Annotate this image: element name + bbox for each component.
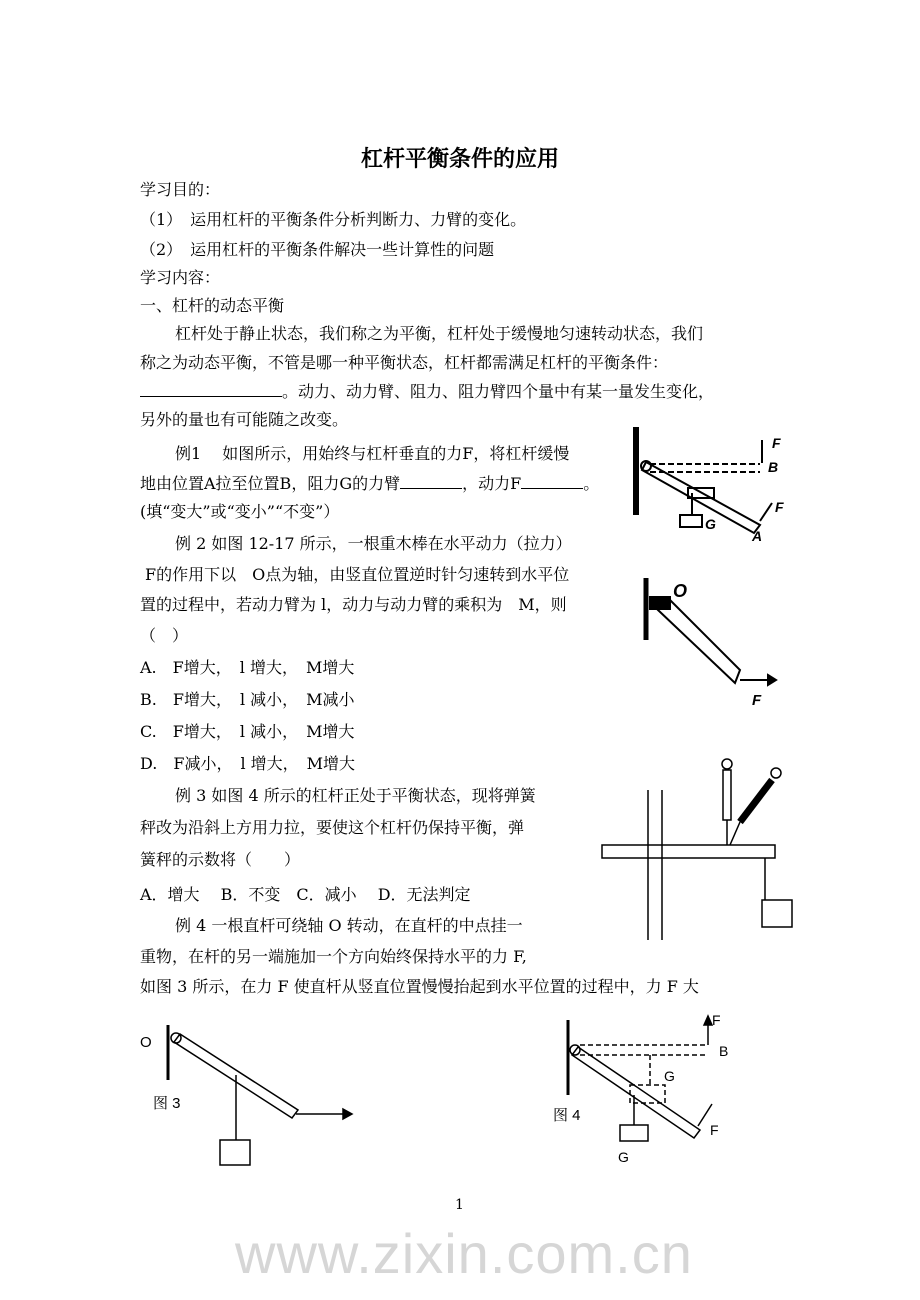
label-b: B xyxy=(768,459,779,475)
label-f: F xyxy=(710,1122,719,1138)
option-a: A. F增大， l 增大， M增大 xyxy=(140,658,355,677)
label-o: O xyxy=(140,1034,152,1051)
paragraph-line: 杠杆处于静止状态，我们称之为平衡，杠杆处于缓慢地匀速转动状态，我们 xyxy=(175,324,704,343)
example-1-line: 例1 如图所示，用始终与杠杆垂直的力F，将杠杆缓慢 xyxy=(175,444,570,463)
paragraph-line: 称之为动态平衡，不管是哪一种平衡状态，杠杆都需满足杠杆的平衡条件： xyxy=(140,353,669,372)
example-3-options: A．增大 B．不变 C．减小 D．无法判定 xyxy=(140,885,471,904)
example-3-line: 秤改为沿斜上方用力拉，要使这个杠杆仍保持平衡，弹 xyxy=(140,818,525,837)
label-g: G xyxy=(618,1149,629,1165)
label-f: F xyxy=(775,499,784,515)
example-4-line: 如图 3 所示，在力 F 使直杆从竖直位置慢慢抬起到水平位置的过程中，力 F 大 xyxy=(140,977,699,996)
label-b: B xyxy=(719,1043,729,1059)
label-g: G xyxy=(705,516,716,532)
text: ，动力F xyxy=(462,474,522,493)
label-f: F xyxy=(752,692,762,709)
example-3-line: 簧秤的示数将（ ） xyxy=(140,850,301,869)
example-2-line: 例 2 如图 12-17 所示，一根重木棒在水平动力（拉力） xyxy=(175,534,572,553)
section-1-heading: 一、杠杆的动态平衡 xyxy=(140,296,285,315)
example-1-line: (填“变大”或“变小”“不变”） xyxy=(140,502,340,521)
goal-1: （1） 运用杠杆的平衡条件分析判断力、力臂的变化。 xyxy=(140,210,527,229)
figure-4 xyxy=(568,1016,712,1141)
figure-example-1 xyxy=(636,427,772,533)
paragraph-text: 。动力、动力臂、阻力、阻力臂四个量中有某一量发生变化， xyxy=(282,382,715,401)
goal-2: （2） 运用杠杆的平衡条件解决一些计算性的问题 xyxy=(140,240,495,259)
example-4-line: 重物，在杆的另一端施加一个方向始终保持水平的力 F, xyxy=(140,947,527,966)
figure-4-caption: 图 4 xyxy=(553,1107,581,1124)
label-a: A xyxy=(752,528,763,544)
paragraph-line: 另外的量也有可能随之改变。 xyxy=(140,410,349,429)
page-number: 1 xyxy=(455,1197,464,1213)
option-b: B. F增大， l 减小， M减小 xyxy=(140,690,355,709)
goal-heading: 学习目的： xyxy=(140,180,221,199)
page-title: 杠杆平衡条件的应用 xyxy=(360,147,559,172)
label-o: O xyxy=(673,581,688,601)
figure-example-3 xyxy=(602,759,792,940)
content-heading: 学习内容： xyxy=(140,268,221,287)
label-f: F xyxy=(712,1012,721,1028)
watermark: www.zixin.com.cn xyxy=(235,1222,693,1285)
example-4-line: 例 4 一根直杆可绕轴 O 转动，在直杆的中点挂一 xyxy=(175,916,523,935)
option-d: D. F减小， l 增大， M增大 xyxy=(140,754,356,773)
text: 地由位置A拉至位置B，阻力G的力臂 xyxy=(140,474,401,493)
label-g: G xyxy=(664,1068,675,1084)
example-2-line: 置的过程中，若动力臂为 l，动力与动力臂的乘积为 M，则 xyxy=(140,595,567,614)
example-2-line: F的作用下以 O点为轴，由竖直位置逆时针匀速转到水平位 xyxy=(145,565,570,584)
figure-3-caption: 图 3 xyxy=(153,1095,181,1112)
label-f: F xyxy=(772,435,781,451)
example-3-line: 例 3 如图 4 所示的杠杆正处于平衡状态，现将弹簧 xyxy=(175,786,536,805)
example-2-line: （ ） xyxy=(140,626,189,645)
text: 。 xyxy=(583,474,600,493)
figure-3 xyxy=(168,1025,352,1165)
figure-example-2 xyxy=(646,578,776,685)
option-c: C. F增大， l 减小， M增大 xyxy=(140,722,355,741)
